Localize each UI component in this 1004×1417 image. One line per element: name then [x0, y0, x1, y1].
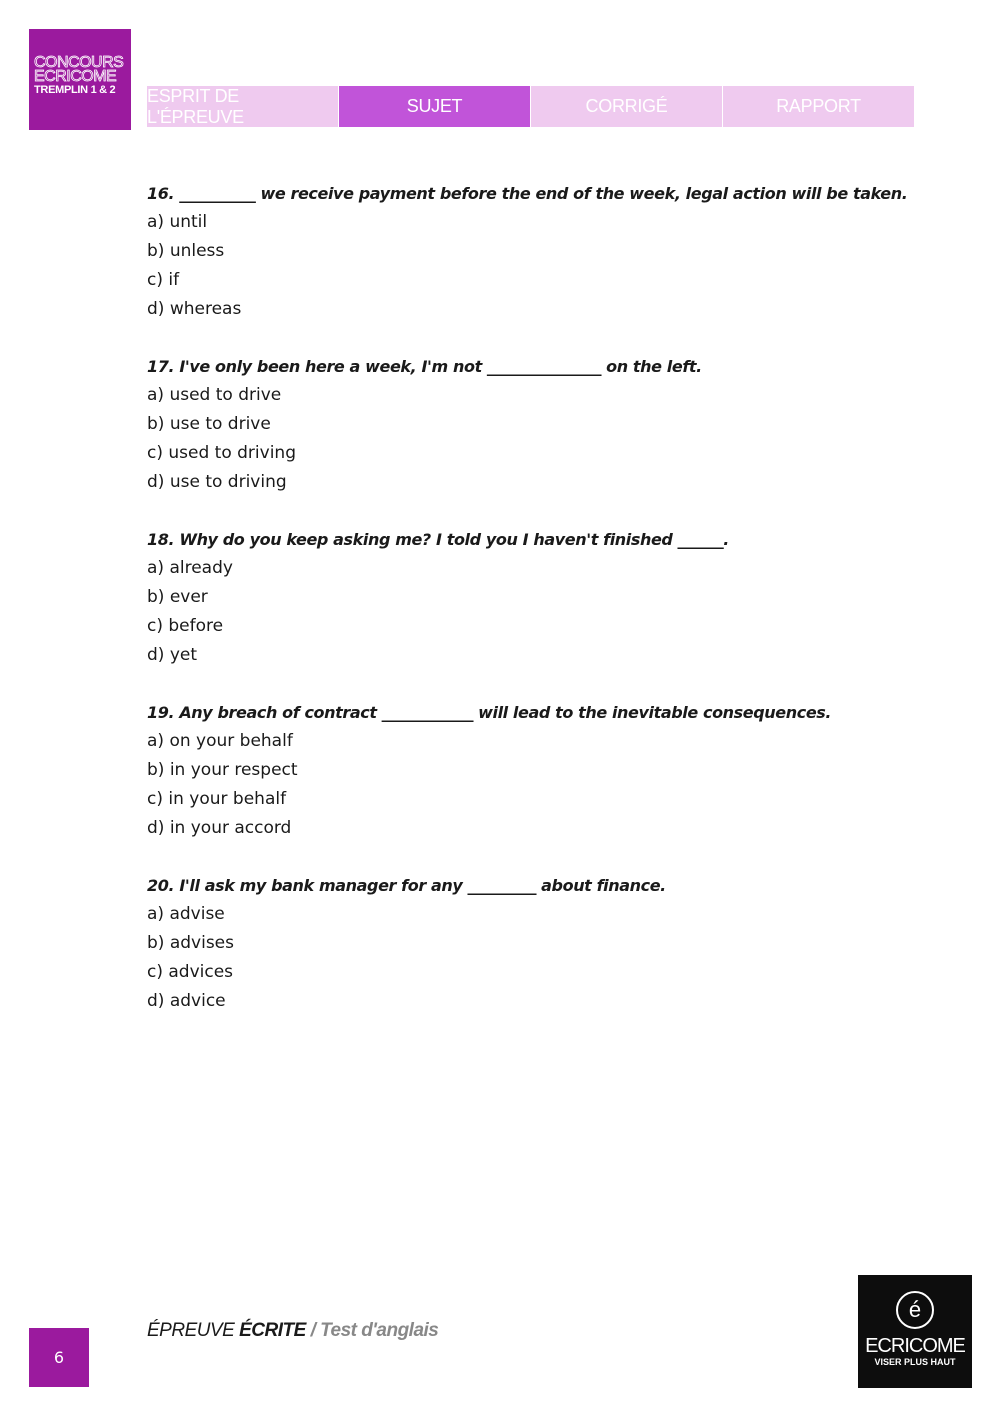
footer-title-bold: ÉCRITE — [239, 1320, 306, 1341]
question-19 — [147, 698, 947, 843]
tab-rapport[interactable]: RAPPORT — [723, 86, 914, 127]
option-b: b) advises — [147, 933, 234, 953]
option-d: d) in your accord — [147, 818, 292, 838]
logo-line-concours: CONCOURS — [34, 54, 124, 71]
option-d: d) advice — [147, 991, 226, 1011]
logo-line-ecricome: ECRICOME — [34, 68, 117, 85]
option-c: c) used to driving — [147, 443, 296, 463]
questions-list — [147, 179, 947, 1044]
footer-title — [147, 1320, 438, 1342]
option-a: a) already — [147, 558, 233, 578]
option-c: c) if — [147, 270, 180, 290]
page-number: 6 — [29, 1328, 89, 1387]
ecricome-e-icon: é — [896, 1291, 934, 1329]
option-c: c) in your behalf — [147, 789, 287, 809]
question-text: 16. __________ we receive payment before the end of the week, legal action will be taken. — [147, 184, 908, 203]
question-text: 19. Any breach of contract ____________ will lead to the inevitable consequences. — [147, 703, 832, 722]
question-text: 17. I've only been here a week, I'm not _______________ on the left. — [147, 357, 702, 376]
option-a: a) until — [147, 212, 208, 232]
tab-esprit[interactable]: ESPRIT DE L'ÉPREUVE — [147, 86, 338, 127]
section-tabs — [147, 86, 915, 127]
footer-separator: / — [310, 1320, 316, 1341]
logo-line-tremplin: TREMPLIN 1 & 2 — [34, 84, 116, 96]
footer-subtitle: Test d'anglais — [320, 1320, 439, 1341]
option-b: b) ever — [147, 587, 208, 607]
option-a: a) on your behalf — [147, 731, 293, 751]
tab-sujet[interactable]: SUJET — [339, 86, 530, 127]
option-c: c) advices — [147, 962, 234, 982]
option-d: d) yet — [147, 645, 198, 665]
option-a: a) advise — [147, 904, 225, 924]
tab-corrige[interactable]: CORRIGÉ — [531, 86, 722, 127]
question-17 — [147, 352, 947, 497]
question-text: 18. Why do you keep asking me? I told you I haven't finished ______. — [147, 530, 729, 549]
question-20 — [147, 871, 947, 1016]
question-18 — [147, 525, 947, 670]
option-b: b) use to drive — [147, 414, 271, 434]
option-a: a) used to drive — [147, 385, 282, 405]
option-d: d) use to driving — [147, 472, 287, 492]
question-16 — [147, 179, 947, 324]
option-b: b) unless — [147, 241, 225, 261]
question-text: 20. I'll ask my bank manager for any _________ about finance. — [147, 876, 666, 895]
option-d: d) whereas — [147, 299, 242, 319]
brand-tagline: VISER PLUS HAUT — [874, 1357, 956, 1367]
brand-name: ECRICOME — [865, 1335, 965, 1357]
ecricome-logo — [858, 1275, 972, 1388]
concours-logo — [29, 29, 131, 130]
option-b: b) in your respect — [147, 760, 298, 780]
footer-title-regular: ÉPREUVE — [147, 1320, 235, 1341]
option-c: c) before — [147, 616, 224, 636]
